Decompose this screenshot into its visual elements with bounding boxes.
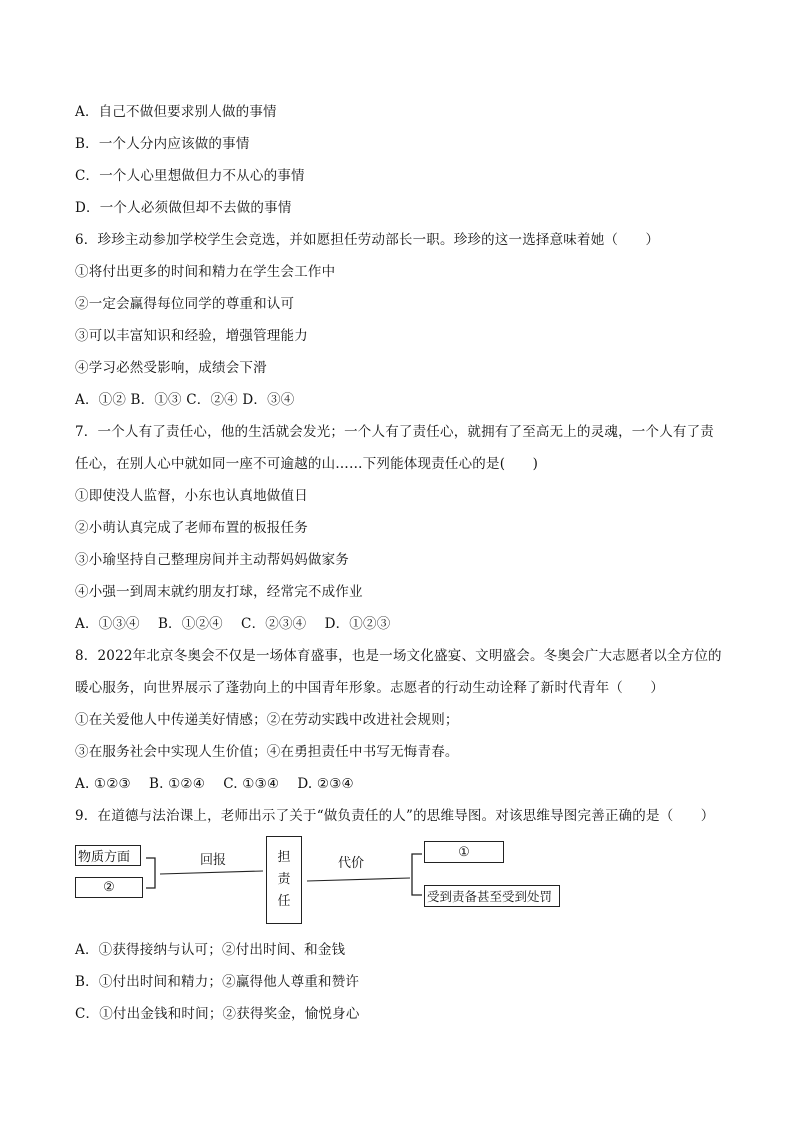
left-bracket xyxy=(146,858,155,888)
q8-items-3-4: ③在服务社会中实现人生价值；④在勇担责任中书写无悔青春。 xyxy=(75,744,459,760)
q5-option-b: B．一个人分内应该做的事情 xyxy=(75,136,250,152)
q6-stem: 6．珍珍主动参加学校学生会竞选，并如愿担任劳动部长一职。珍珍的这一选择意味着她（ ） xyxy=(75,232,660,248)
right-bracket xyxy=(412,854,422,895)
center-char-3: 任 xyxy=(277,894,291,909)
q5-option-d: D．一个人必须做但却不去做的事情 xyxy=(75,200,292,216)
q6-item-4: ④学习必然受影响，成绩会下滑 xyxy=(75,360,267,376)
q7-stem-line2: 任心，在别人心中就如同一座不可逾越的山……下列能体现责任心的是( ) xyxy=(75,456,539,472)
q7-item-3: ③小瑜坚持自己整理房间并主动帮妈妈做家务 xyxy=(75,552,349,568)
center-char-2: 责 xyxy=(277,872,291,887)
cost-line xyxy=(307,878,410,881)
q8-options: A. ①②③ B. ①②④ C. ①③④ D. ②③④ xyxy=(75,776,354,792)
q6-item-3: ③可以丰富知识和经验，增强管理能力 xyxy=(75,328,308,344)
q7-item-4: ④小强一到周末就约朋友打球，经常完不成作业 xyxy=(75,584,363,600)
q9-option-a: A．①获得接纳与认可；②付出时间、和金钱 xyxy=(75,942,346,958)
label-reward: 回报 xyxy=(200,853,227,868)
q9-option-b: B．①付出时间和精力；②赢得他人尊重和赞许 xyxy=(75,974,360,990)
box-center-responsibility xyxy=(266,836,302,924)
q8-items-1-2: ①在关爱他人中传递美好情感；②在劳动实践中改进社会规则； xyxy=(75,712,459,728)
q7-item-2: ②小萌认真完成了老师布置的板报任务 xyxy=(75,520,308,536)
box-material: 物质方面 xyxy=(75,845,141,866)
q7-options: A．①③④ B．①②④ C．②③④ D．①②③ xyxy=(75,616,391,632)
q6-item-1: ①将付出更多的时间和精力在学生会工作中 xyxy=(75,264,336,280)
q7-item-1: ①即使没人监督，小东也认真地做值日 xyxy=(75,488,308,504)
q5-option-a: A．自己不做但要求别人做的事情 xyxy=(75,104,277,120)
q7-stem-line1: 7．一个人有了责任心，他的生活就会发光；一个人有了责任心，就拥有了至高无上的灵魂，一个人有了责 xyxy=(75,424,714,440)
q5-option-c: C．一个人心里想做但力不从心的事情 xyxy=(75,168,305,184)
q6-options: A．①② B．①③ C．②④ D．③④ xyxy=(75,392,295,408)
reward-line xyxy=(160,871,263,874)
box-punishment: 受到责备甚至受到处罚 xyxy=(424,885,560,907)
label-cost: 代价 xyxy=(338,856,365,871)
q9-stem: 9．在道德与法治课上，老师出示了关于“做负责任的人”的思维导图。对该思维导图完善正确的是（ ） xyxy=(75,808,715,824)
box-blank-2: ② xyxy=(75,877,143,898)
box-blank-1: ① xyxy=(424,841,504,863)
center-char-1: 担 xyxy=(277,850,291,865)
q8-stem-line1: 8．2022年北京冬奥会不仅是一场体育盛事，也是一场文化盛宴、文明盛会。冬奥会广大志愿者以全方位的 xyxy=(75,648,722,664)
q9-option-c: C．①付出金钱和时间；②获得奖金，愉悦身心 xyxy=(75,1006,360,1022)
q8-stem-line2: 暖心服务，向世界展示了蓬勃向上的中国青年形象。志愿者的行动生动诠释了新时代青年（ ） xyxy=(75,680,665,696)
q6-item-2: ②一定会赢得每位同学的尊重和认可 xyxy=(75,296,295,312)
